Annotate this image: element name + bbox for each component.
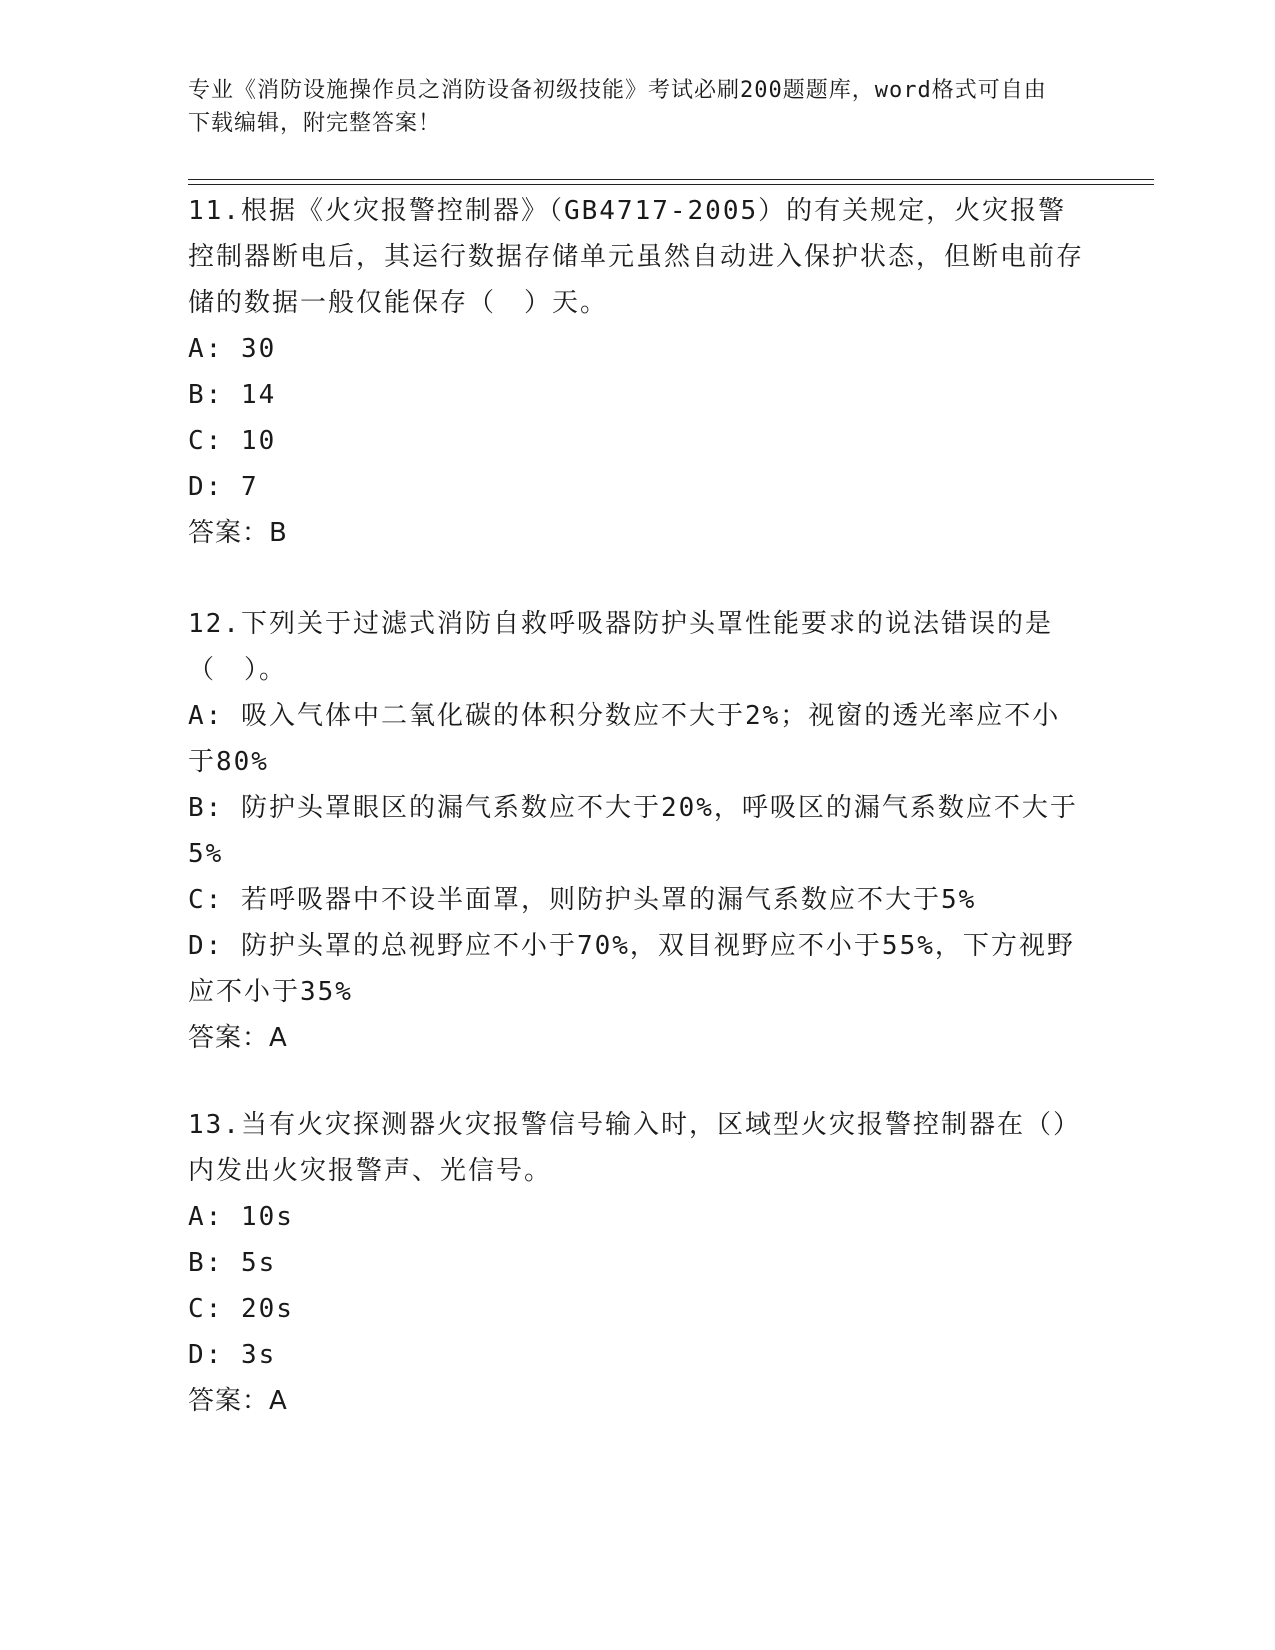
- option-c: C: 20s: [188, 1294, 294, 1324]
- question-stem: 13.当有火灾探测器火灾报警信号输入时，区域型火灾报警控制器在（）内发出火灾报警声、光信号。: [188, 1110, 1081, 1186]
- option-a: A: 30: [188, 334, 277, 364]
- option-d: D: 3s: [188, 1340, 277, 1370]
- question-stem: 11.根据《火灾报警控制器》（GB4717-2005）的有关规定，火灾报警控制器断电后，其运行数据存储单元虽然自动进入保护状态，但断电前存储的数据一般仅能保存（ ）天。: [188, 196, 1085, 318]
- option-a: A: 吸入气体中二氧化碳的体积分数应不大于2%；视窗的透光率应不小于80%: [188, 701, 1061, 777]
- option-d: D: 防护头罩的总视野应不小于70%，双目视野应不小于55%，下方视野应不小于35%: [188, 931, 1075, 1007]
- option-b: B: 防护头罩眼区的漏气系数应不大于20%，呼吸区的漏气系数应不大于5%: [188, 793, 1078, 869]
- question-stem: 12.下列关于过滤式消防自救呼吸器防护头罩性能要求的说法错误的是（ ）。: [188, 609, 1053, 685]
- option-c: C: 10: [188, 426, 277, 456]
- answer: 答案：B: [188, 518, 288, 548]
- option-a: A: 10s: [188, 1202, 294, 1232]
- option-c: C: 若呼吸器中不设半面罩，则防护头罩的漏气系数应不大于5%: [188, 885, 977, 915]
- header-divider-top: [188, 179, 1154, 180]
- header-divider-bottom: [188, 184, 1154, 185]
- document-header: 专业《消防设施操作员之消防设备初级技能》考试必刷200题题库，word格式可自由下载编辑，附完整答案！: [188, 78, 1047, 136]
- option-b: B: 5s: [188, 1248, 277, 1278]
- question-11: [188, 188, 1088, 556]
- question-13: [188, 1102, 1088, 1424]
- answer: 答案：A: [188, 1386, 288, 1416]
- option-b: B: 14: [188, 380, 277, 410]
- answer: 答案：A: [188, 1023, 288, 1053]
- option-d: D: 7: [188, 472, 259, 502]
- question-12: [188, 601, 1088, 1061]
